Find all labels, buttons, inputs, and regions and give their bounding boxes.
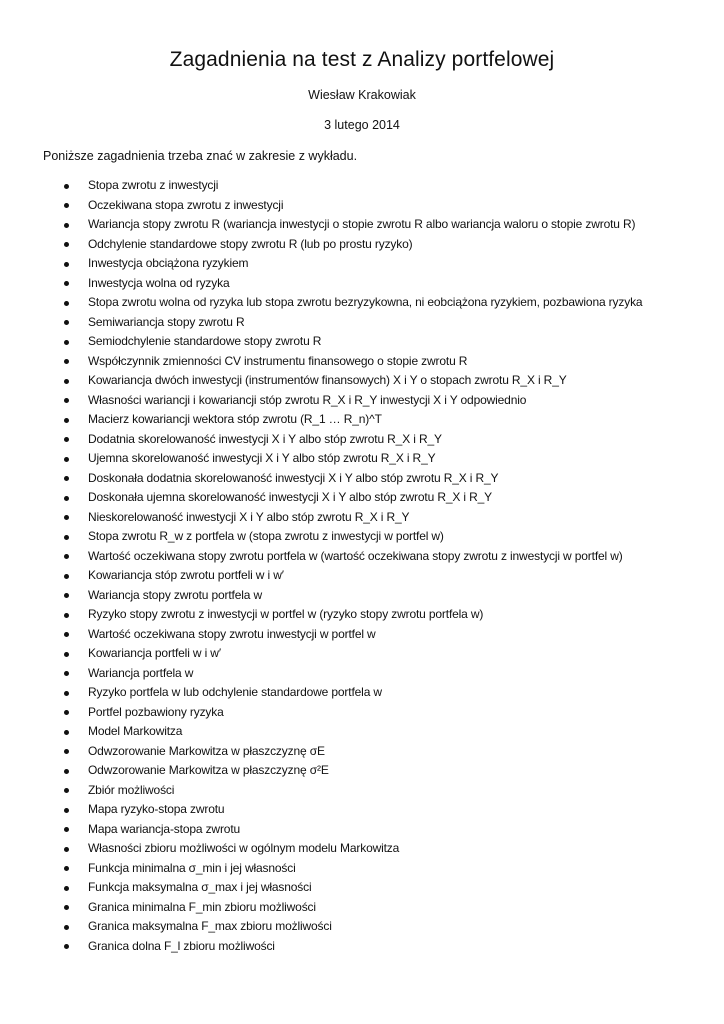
list-item-text: Wariancja stopy zwrotu portfela w <box>88 587 263 602</box>
list-item <box>0 566 724 586</box>
intro-paragraph: Poniższe zagadnienia trzeba znać w zakresie z wykładu. <box>43 149 358 163</box>
list-item-text: Wariancja portfela w <box>88 665 194 680</box>
bullet-icon <box>64 379 69 384</box>
list-item-text: Stopa zwrotu R_w z portfela w (stopa zwrotu z inwestycji w portfel w) <box>88 529 444 543</box>
list-item <box>0 625 724 645</box>
list-item <box>0 917 724 937</box>
list-item <box>0 800 724 820</box>
bullet-icon <box>64 418 69 423</box>
bullet-icon <box>64 359 69 364</box>
list-item-text: Współczynnik zmienności CV instrumentu finansowego o stopie zwrotu R <box>88 353 468 368</box>
bullet-icon <box>64 632 69 637</box>
list-item <box>0 215 724 235</box>
bullet-icon <box>64 944 69 949</box>
list-item-text: Stopa zwrotu wolna od ryzyka lub stopa zwrotu bezryzykowna, ni eobciążona ryzykiem, pozbawiona ryzyka <box>88 295 643 309</box>
list-item-text: Doskonała ujemna skorelowaność inwestycji X i Y albo stóp zwrotu R_X i R_Y <box>88 490 492 504</box>
bullet-icon <box>64 554 69 559</box>
list-item-text: Kowariancja portfeli w i w′ <box>88 646 221 660</box>
bullet-icon <box>64 593 69 598</box>
list-item-text: Portfel pozbawiony ryzyka <box>88 704 224 719</box>
bullet-icon <box>64 262 69 267</box>
list-item-text: Granica dolna F_l zbioru możliwości <box>88 938 275 953</box>
bullet-icon <box>64 652 69 657</box>
list-item-text: Model Markowitza <box>88 724 183 738</box>
list-item-text: Mapa wariancja-stopa zwrotu <box>88 821 241 836</box>
list-item-text: Ryzyko portfela w lub odchylenie standardowe portfela w <box>88 685 382 699</box>
list-item-text: Kowariancja dwóch inwestycji (instrumentów finansowych) X i Y o stopach zwrotu R_X i R_Y <box>88 373 567 387</box>
bullet-icon <box>64 613 69 618</box>
list-item <box>0 176 724 196</box>
list-item-text: Zbiór możliwości <box>88 782 175 797</box>
list-item <box>0 488 724 508</box>
list-item <box>0 898 724 918</box>
bullet-icon <box>64 847 69 852</box>
bullet-icon <box>64 671 69 676</box>
list-item <box>0 839 724 859</box>
list-item <box>0 469 724 489</box>
list-item <box>0 430 724 450</box>
list-item-text: Macierz kowariancji wektora stóp zwrotu (R_1 … R_n)^T <box>88 412 382 426</box>
list-item <box>0 605 724 625</box>
list-item-text: Granica maksymalna F_max zbioru możliwości <box>88 919 332 933</box>
list-item-text: Inwestycja wolna od ryzyka <box>88 275 230 290</box>
list-item-text: Własności wariancji i kowariancji stóp zwrotu R_X i R_Y inwestycji X i Y odpowiednio <box>88 392 527 407</box>
bullet-icon <box>64 398 69 403</box>
bullet-icon <box>64 691 69 696</box>
list-item <box>0 781 724 801</box>
list-item <box>0 352 724 372</box>
list-item <box>0 586 724 606</box>
list-item-text: Odwzorowanie Markowitza w płaszczyznę σ²E <box>88 763 329 777</box>
bullet-icon <box>64 574 69 579</box>
bullet-icon <box>64 242 69 247</box>
list-item <box>0 722 724 742</box>
list-item-text: Wartość oczekiwana stopy zwrotu inwestycji w portfel w <box>88 626 376 641</box>
list-item <box>0 527 724 547</box>
topics-list <box>0 176 724 956</box>
list-item-text: Wartość oczekiwana stopy zwrotu portfela w (wartość oczekiwana stopy zwrotu z inwestycji w portfel w) <box>88 548 623 563</box>
bullet-icon <box>64 749 69 754</box>
list-item <box>0 508 724 528</box>
bullet-icon <box>64 730 69 735</box>
list-item-text: Nieskorelowaność inwestycji X i Y albo stóp zwrotu R_X i R_Y <box>88 509 410 524</box>
bullet-icon <box>64 476 69 481</box>
list-item <box>0 703 724 723</box>
document-date: 3 lutego 2014 <box>324 118 400 132</box>
bullet-icon <box>64 340 69 345</box>
list-item <box>0 683 724 703</box>
bullet-icon <box>64 905 69 910</box>
list-item <box>0 859 724 879</box>
bullet-icon <box>64 788 69 793</box>
list-item <box>0 196 724 216</box>
list-item <box>0 235 724 255</box>
bullet-icon <box>64 281 69 286</box>
list-item-text: Funkcja maksymalna σ_max i jej własności <box>88 880 312 894</box>
list-item <box>0 449 724 469</box>
list-item <box>0 254 724 274</box>
bullet-icon <box>64 437 69 442</box>
list-item-text: Stopa zwrotu z inwestycji <box>88 178 219 192</box>
bullet-icon <box>64 866 69 871</box>
list-item <box>0 878 724 898</box>
bullet-icon <box>64 808 69 813</box>
list-item-text: Własności zbioru możliwości w ogólnym modelu Markowitza <box>88 841 400 855</box>
bullet-icon <box>64 203 69 208</box>
list-item-text: Kowariancja stóp zwrotu portfeli w i w′ <box>88 568 284 582</box>
bullet-icon <box>64 710 69 715</box>
list-item <box>0 313 724 333</box>
list-item-text: Inwestycja obciążona ryzykiem <box>88 256 249 270</box>
list-item <box>0 274 724 294</box>
list-item-text: Ryzyko stopy zwrotu z inwestycji w portfel w (ryzyko stopy zwrotu portfela w) <box>88 607 484 621</box>
list-item-text: Doskonała dodatnia skorelowaność inwestycji X i Y albo stóp zwrotu R_X i R_Y <box>88 470 499 485</box>
bullet-icon <box>64 496 69 501</box>
bullet-icon <box>64 886 69 891</box>
bullet-icon <box>64 769 69 774</box>
list-item <box>0 332 724 352</box>
list-item-text: Semiwariancja stopy zwrotu R <box>88 314 245 329</box>
list-item-text: Funkcja minimalna σ_min i jej własności <box>88 860 296 875</box>
list-item-text: Granica minimalna F_min zbioru możliwości <box>88 899 316 914</box>
list-item-text: Wariancja stopy zwrotu R (wariancja inwestycji o stopie zwrotu R albo wariancja waloru o stopie zwrotu R) <box>88 217 636 231</box>
list-item-text: Odchylenie standardowe stopy zwrotu R (lub po prostu ryzyko) <box>88 236 413 251</box>
bullet-icon <box>64 515 69 520</box>
list-item <box>0 371 724 391</box>
list-item <box>0 391 724 411</box>
list-item <box>0 293 724 313</box>
bullet-icon <box>64 925 69 930</box>
list-item <box>0 410 724 430</box>
document-title: Zagadnienia na test z Analizy portfelowej <box>169 48 555 71</box>
bullet-icon <box>64 535 69 540</box>
bullet-icon <box>64 320 69 325</box>
bullet-icon <box>64 457 69 462</box>
list-item-text: Mapa ryzyko-stopa zwrotu <box>88 802 225 816</box>
list-item <box>0 937 724 957</box>
list-item <box>0 547 724 567</box>
list-item <box>0 820 724 840</box>
list-item <box>0 664 724 684</box>
bullet-icon <box>64 223 69 228</box>
list-item-text: Odwzorowanie Markowitza w płaszczyznę σE <box>88 743 325 758</box>
list-item-text: Dodatnia skorelowaność inwestycji X i Y albo stóp zwrotu R_X i R_Y <box>88 431 442 446</box>
list-item-text: Oczekiwana stopa zwrotu z inwestycji <box>88 197 284 212</box>
document-author: Wiesław Krakowiak <box>308 88 416 102</box>
list-item-text: Ujemna skorelowaność inwestycji X i Y albo stóp zwrotu R_X i R_Y <box>88 451 436 465</box>
list-item <box>0 742 724 762</box>
bullet-icon <box>64 184 69 189</box>
bullet-icon <box>64 827 69 832</box>
list-item <box>0 761 724 781</box>
list-item-text: Semiodchylenie standardowe stopy zwrotu R <box>88 334 322 348</box>
bullet-icon <box>64 301 69 306</box>
list-item <box>0 644 724 664</box>
